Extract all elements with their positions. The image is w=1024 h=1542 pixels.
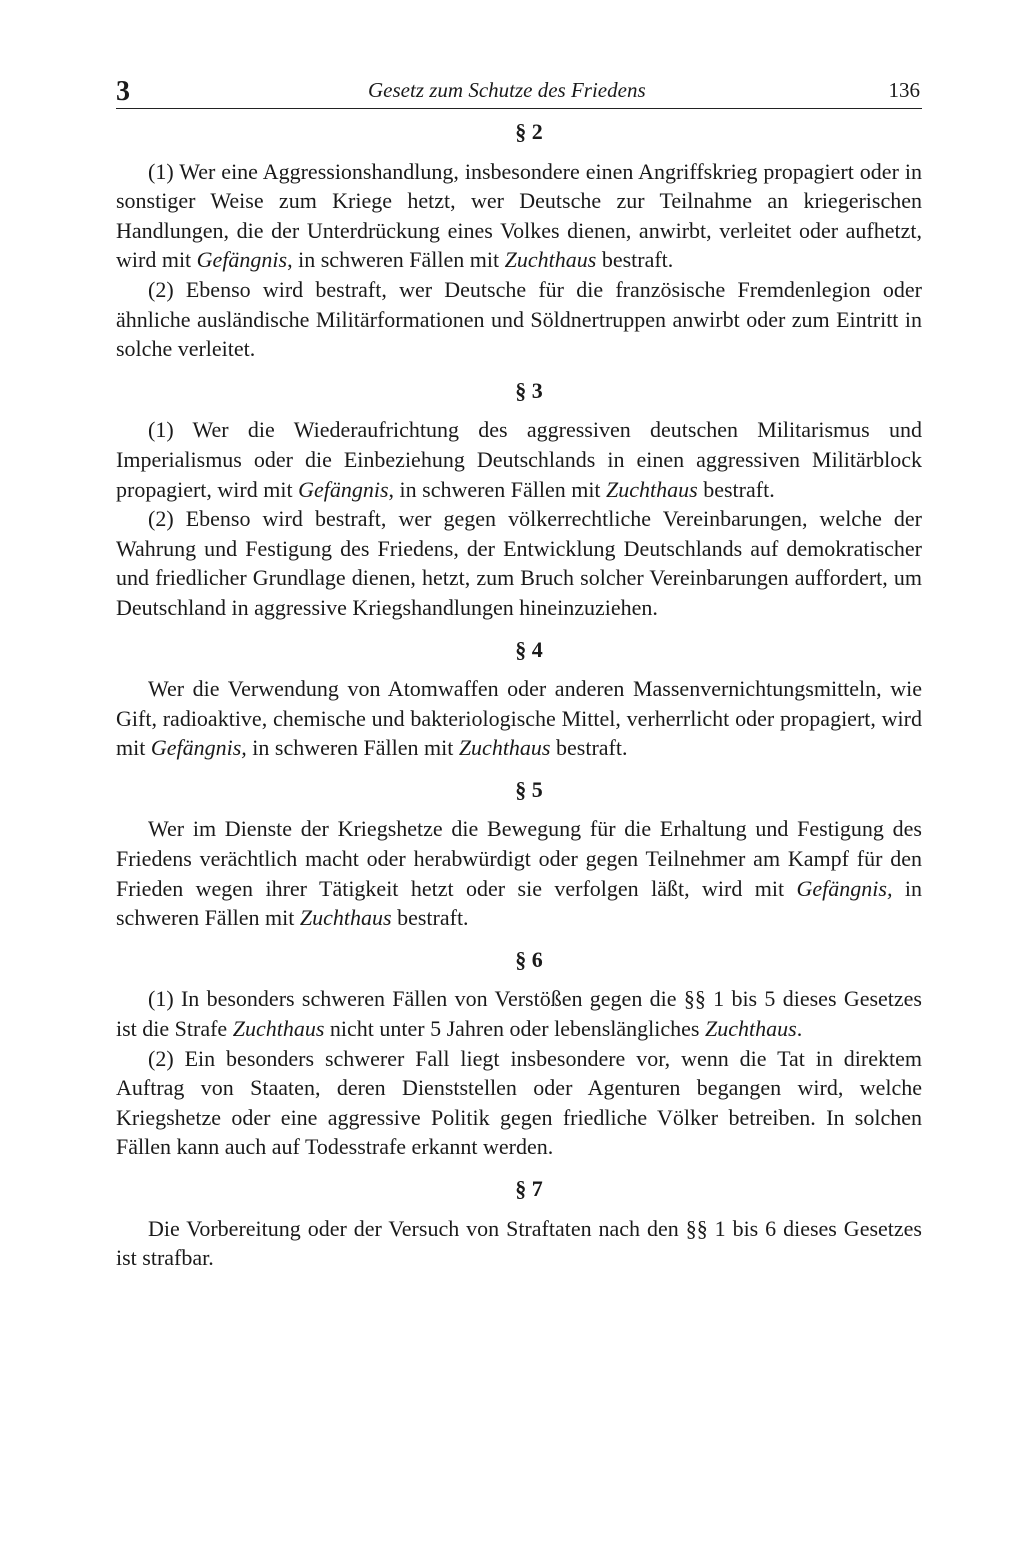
section-6 xyxy=(116,933,922,1162)
section-gap xyxy=(116,763,922,775)
emphasis-text: Zuchthaus xyxy=(504,247,597,273)
paragraph-text: (1) Wer die Wiederaufrichtung des aggressiven deutschen Militarismus und Imperialismus oder die Einbeziehung Deutschlands in einen aggressiven Militärblock propagiert, wird mit xyxy=(116,417,922,502)
document-page xyxy=(116,72,922,1273)
section-paragraph xyxy=(116,504,922,622)
section-heading: § 5 xyxy=(515,776,543,802)
paragraph-text: (2) Ebenso wird bestraft, wer gegen völkerrechtliche Vereinbarungen, welche der Wahrung und Festigung des Friedens, der Entwicklung Deutschlands auf demokratischer und friedlicher Grundlage dienen, hetzt, zum Bruch solcher Vereinbarungen auffordert, um Deutschland in aggressive Kriegshandlungen hineinzuziehen. xyxy=(116,506,922,620)
section-gap xyxy=(116,364,922,376)
section-paragraph xyxy=(116,157,922,275)
running-header xyxy=(116,72,922,109)
emphasis-text: Gefängnis xyxy=(196,247,288,273)
section-paragraph xyxy=(116,1214,922,1273)
section-heading: § 4 xyxy=(515,636,543,662)
running-title: Gesetz zum Schutze des Friedens xyxy=(368,78,646,102)
emphasis-text: Zuchthaus xyxy=(299,905,392,931)
section-paragraph xyxy=(116,814,922,932)
document-body xyxy=(116,117,922,1273)
paragraph-text: Die Vorbereitung oder der Versuch von Straftaten nach den §§ 1 bis 6 dieses Gesetzes ist strafbar. xyxy=(116,1215,922,1271)
paragraph-text: bestraft. xyxy=(596,247,674,273)
emphasis-text: Zuchthaus xyxy=(458,735,551,761)
section-7 xyxy=(116,1162,922,1273)
section-3 xyxy=(116,364,922,623)
section-paragraph xyxy=(116,984,922,1043)
emphasis-text: Gefängnis xyxy=(298,476,389,502)
section-gap xyxy=(116,1162,922,1174)
section-heading: § 3 xyxy=(515,377,543,403)
paragraph-text: in schweren Fällen mit xyxy=(116,875,922,931)
section-gap xyxy=(116,933,922,945)
section-heading: § 6 xyxy=(515,946,543,972)
emphasis-text: Gefängnis, xyxy=(150,735,247,761)
page-number: 136 xyxy=(888,78,920,102)
paragraph-text: (2) Ebenso wird bestraft, wer Deutsche für die französische Fremdenlegion oder ähnliche ausländische Militärformationen und Söldnertruppen anwirbt oder zum Eintritt in solche verleitet. xyxy=(116,276,922,362)
paragraph-text: Wer die Verwendung von Atomwaffen oder anderen Massenvernichtungsmitteln, wie Gift, radioaktive, chemische und bakteriologische Mittel, verherrlicht oder propagiert, wird mit xyxy=(116,676,922,761)
section-paragraph xyxy=(116,415,922,504)
emphasis-text: Gefängnis, xyxy=(796,875,893,901)
paragraph-text: in schweren Fällen mit xyxy=(246,735,459,761)
section-4 xyxy=(116,623,922,763)
emphasis-text: Zuchthaus xyxy=(705,1016,797,1042)
paragraph-text: . xyxy=(796,1016,803,1042)
paragraph-text: Wer im Dienste der Kriegshetze die Bewegung für die Erhaltung und Festigung des Friedens verächtlich macht oder herabwürdigt oder gegen Teilnehmer am Kampf für den Frieden wegen ihrer Tätigkeit hetzt oder sie verfolgen läßt, wird mit xyxy=(116,816,922,901)
emphasis-text: Zuchthaus xyxy=(232,1016,325,1042)
section-paragraph xyxy=(116,1044,922,1162)
section-gap xyxy=(116,623,922,635)
paragraph-text: , in schweren Fällen mit xyxy=(388,476,607,502)
paragraph-text: nicht unter 5 Jahren oder lebenslängliches xyxy=(324,1016,705,1042)
chapter-number: 3 xyxy=(116,76,130,107)
section-heading: § 7 xyxy=(515,1176,543,1201)
paragraph-text: (1) In besonders schweren Fällen von Verstößen gegen die §§ 1 bis 5 dieses Gesetzes ist die Strafe xyxy=(116,986,922,1042)
paragraph-text: , in schweren Fällen mit xyxy=(287,247,505,273)
section-paragraph xyxy=(116,674,922,763)
paragraph-text: bestraft. xyxy=(550,735,628,761)
paragraph-text: (1) Wer eine Aggressionshandlung, insbesondere einen Angriffskrieg propagiert oder in sonstiger Weise zum Kriege hetzt, wer Deutsche zur Teilnahme an kriegerischen Handlungen, die der Unterdrückung eines Volkes dienen, anwirbt, verleitet oder aufhetzt, wird mit xyxy=(116,158,922,273)
section-5 xyxy=(116,763,922,933)
paragraph-text: bestraft. xyxy=(697,476,775,502)
emphasis-text: Zuchthaus xyxy=(606,476,698,502)
paragraph-text: bestraft. xyxy=(391,905,469,931)
section-paragraph xyxy=(116,275,922,364)
section-heading: § 2 xyxy=(515,119,543,144)
paragraph-text: (2) Ein besonders schwerer Fall liegt insbesondere vor, wenn die Tat in direktem Auftrag von Staaten, deren Dienststellen oder Agenturen begangen wird, welche Kriegshetze oder eine aggressive Politik gegen friedliche Völker betreiben. In solchen Fällen kann auch auf Todesstrafe erkannt werden. xyxy=(116,1045,922,1160)
section-2 xyxy=(116,117,922,364)
